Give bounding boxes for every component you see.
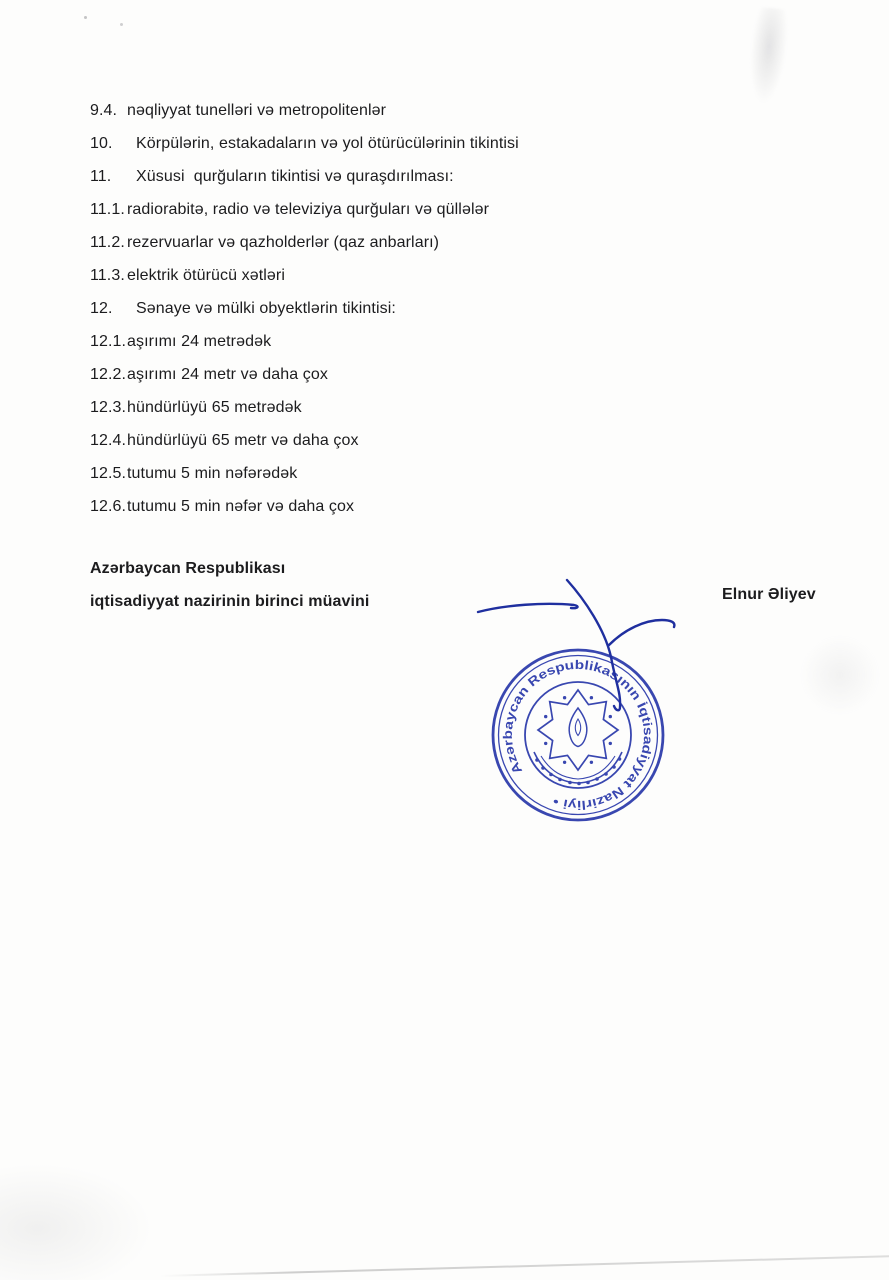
list-item-number: 12.5. bbox=[90, 465, 127, 482]
list-item bbox=[90, 94, 519, 127]
signoff-org-line2: iqtisadiyyat nazirinin birinci müavini bbox=[90, 593, 370, 610]
list-item-text: Körpülərin, estakadaların və yol ötürücülərinin tikintisi bbox=[136, 135, 519, 152]
list-item-text: hündürlüyü 65 metr və daha çox bbox=[127, 432, 359, 449]
list-item-number: 11.2. bbox=[90, 234, 125, 251]
construction-categories-list bbox=[90, 94, 519, 523]
list-item-number: 12.6. bbox=[90, 498, 127, 515]
list-item bbox=[90, 490, 519, 523]
scan-speck bbox=[120, 23, 123, 26]
list-item-number: 12.3. bbox=[90, 399, 127, 416]
signoff-block bbox=[90, 552, 369, 618]
stamp-ring-text: Azərbaycan Respublikasının İqtisadiyyat Nazirliyi • bbox=[500, 657, 656, 813]
list-item-text: nəqliyyat tunelləri və metropolitenlər bbox=[127, 102, 387, 119]
list-item-number: 9.4. bbox=[90, 102, 118, 119]
list-item bbox=[90, 259, 519, 292]
list-item-text: tutumu 5 min nəfərədək bbox=[127, 465, 298, 482]
signoff-org-line1: Azərbaycan Respublikası bbox=[90, 560, 286, 577]
handwritten-signature bbox=[440, 565, 700, 725]
list-item-text: radiorabitə, radio və televiziya qurğuları və qüllələr bbox=[127, 201, 490, 218]
list-item-number: 11.1. bbox=[90, 201, 125, 218]
scan-smudge bbox=[0, 1165, 150, 1280]
list-item bbox=[90, 325, 519, 358]
list-item-number: 12.4. bbox=[90, 432, 127, 449]
list-item-text: Xüsusi qurğuların tikintisi və quraşdırılması: bbox=[136, 168, 454, 185]
list-item bbox=[90, 160, 519, 193]
paper-edge-line bbox=[160, 1255, 889, 1277]
list-item-text: rezervuarlar və qazholderlər (qaz anbarları) bbox=[127, 234, 440, 251]
signature-stroke bbox=[609, 620, 674, 645]
list-item-text: aşırımı 24 metrədək bbox=[127, 333, 272, 350]
list-item-text: elektrik ötürücü xətləri bbox=[127, 267, 286, 284]
list-item-text: aşırımı 24 metr və daha çox bbox=[127, 366, 329, 383]
scan-smudge bbox=[745, 6, 791, 105]
list-item-text: tutumu 5 min nəfər və daha çox bbox=[127, 498, 355, 515]
list-item-text: Sənaye və mülki obyektlərin tikintisi: bbox=[136, 300, 396, 317]
signer-name: Elnur Əliyev bbox=[722, 586, 816, 603]
list-item bbox=[90, 127, 519, 160]
list-item bbox=[90, 226, 519, 259]
list-item bbox=[90, 424, 519, 457]
list-item-number: 12. bbox=[90, 300, 113, 317]
list-item-number: 10. bbox=[90, 135, 113, 152]
signature-stroke bbox=[478, 604, 578, 612]
list-item-number: 12.1. bbox=[90, 333, 127, 350]
list-item bbox=[90, 457, 519, 490]
list-item bbox=[90, 193, 519, 226]
list-item-text: hündürlüyü 65 metrədək bbox=[127, 399, 302, 416]
list-item-number: 12.2. bbox=[90, 366, 127, 383]
list-item bbox=[90, 358, 519, 391]
scan-speck bbox=[84, 16, 87, 19]
scan-smudge bbox=[800, 635, 880, 715]
list-item-number: 11. bbox=[90, 168, 112, 185]
list-item-number: 11.3. bbox=[90, 267, 125, 284]
list-item bbox=[90, 292, 519, 325]
list-item bbox=[90, 391, 519, 424]
signature-stroke bbox=[567, 580, 620, 710]
